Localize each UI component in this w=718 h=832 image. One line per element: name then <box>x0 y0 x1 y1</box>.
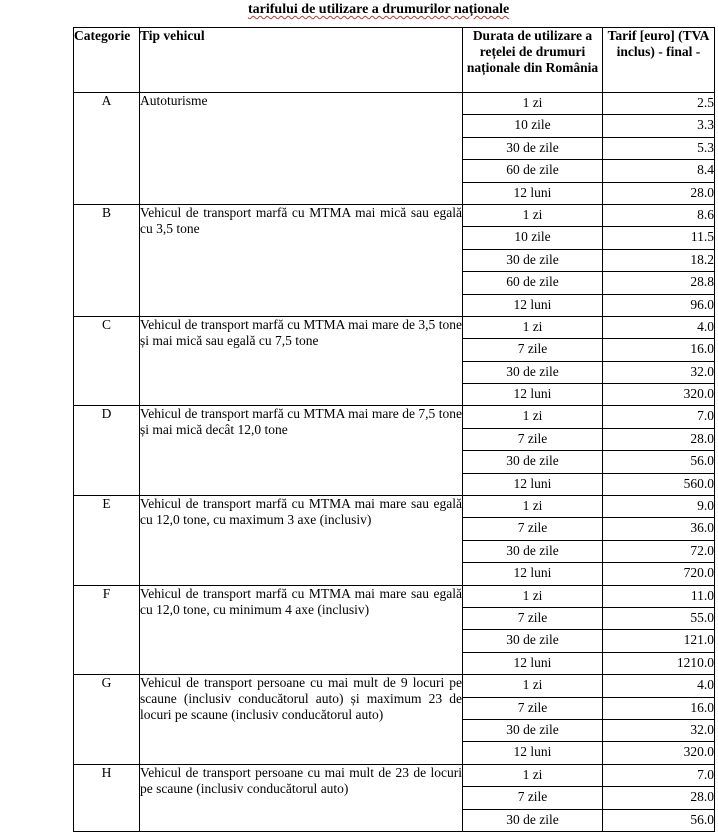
tariff-cell: 55.0 <box>603 607 715 629</box>
tariff-cell: 5.3 <box>603 137 715 159</box>
category-cell: D <box>74 406 140 496</box>
header-category: Categorie <box>74 28 140 93</box>
table-row <box>74 93 715 115</box>
tariff-cell: 16.0 <box>603 339 715 361</box>
tariff-cell: 121.0 <box>603 630 715 652</box>
tariff-cell: 11.0 <box>603 585 715 607</box>
tariff-cell: 56.0 <box>603 451 715 473</box>
duration-cell: 7 zile <box>463 339 603 361</box>
duration-cell: 1 zi <box>463 93 603 115</box>
tariff-cell: 560.0 <box>603 473 715 495</box>
tariff-table <box>73 27 715 832</box>
vehicle-type-cell: Vehicul de transport marfă cu MTMA mai mare de 3,5 tone și mai mică sau egală cu 7,5 tone <box>140 316 463 406</box>
duration-cell: 1 zi <box>463 675 603 697</box>
duration-cell: 12 luni <box>463 652 603 674</box>
tariff-cell: 28.8 <box>603 272 715 294</box>
tariff-cell: 3.3 <box>603 115 715 137</box>
duration-cell: 1 zi <box>463 316 603 338</box>
tariff-cell: 9.0 <box>603 496 715 518</box>
duration-cell: 7 zile <box>463 607 603 629</box>
category-cell: H <box>74 764 140 831</box>
category-cell: F <box>74 585 140 675</box>
duration-cell: 12 luni <box>463 182 603 204</box>
tariff-cell: 28.0 <box>603 428 715 450</box>
tariff-cell: 2.5 <box>603 93 715 115</box>
duration-cell: 10 zile <box>463 115 603 137</box>
table-row <box>74 496 715 518</box>
tariff-cell: 4.0 <box>603 316 715 338</box>
tariff-cell: 28.0 <box>603 182 715 204</box>
duration-cell: 30 de zile <box>463 137 603 159</box>
header-tariff: Tarif [euro] (TVA inclus) - final - <box>603 28 715 93</box>
duration-cell: 30 de zile <box>463 249 603 271</box>
duration-cell: 30 de zile <box>463 361 603 383</box>
tariff-cell: 16.0 <box>603 697 715 719</box>
vehicle-type-cell: Vehicul de transport marfă cu MTMA mai mică sau egală cu 3,5 tone <box>140 204 463 316</box>
duration-cell: 1 zi <box>463 204 603 226</box>
duration-cell: 30 de zile <box>463 809 603 831</box>
tariff-cell: 36.0 <box>603 518 715 540</box>
category-cell: G <box>74 675 140 765</box>
duration-cell: 7 zile <box>463 697 603 719</box>
tariff-cell: 11.5 <box>603 227 715 249</box>
tariff-cell: 56.0 <box>603 809 715 831</box>
duration-cell: 1 zi <box>463 496 603 518</box>
tariff-cell: 72.0 <box>603 540 715 562</box>
tariff-cell: 32.0 <box>603 361 715 383</box>
category-cell: B <box>74 204 140 316</box>
duration-cell: 1 zi <box>463 585 603 607</box>
duration-cell: 12 luni <box>463 294 603 316</box>
vehicle-type-cell: Vehicul de transport persoane cu mai mult de 9 locuri pe scaune (inclusiv conducătorul auto) și maximum 23 de locuri pe scaune (inclusiv conducătorul auto) <box>140 675 463 765</box>
tariff-cell: 320.0 <box>603 384 715 406</box>
tariff-cell: 720.0 <box>603 563 715 585</box>
duration-cell: 1 zi <box>463 764 603 786</box>
table-row <box>74 675 715 697</box>
duration-cell: 7 zile <box>463 787 603 809</box>
vehicle-type-cell: Autoturisme <box>140 93 463 205</box>
tariff-cell: 96.0 <box>603 294 715 316</box>
table-row <box>74 764 715 786</box>
table-body <box>74 93 715 832</box>
vehicle-type-cell: Vehicul de transport persoane cu mai mult de 23 de locuri pe scaune (inclusiv conducătorul auto) <box>140 764 463 831</box>
duration-cell: 12 luni <box>463 742 603 764</box>
vehicle-type-cell: Vehicul de transport marfă cu MTMA mai mare de 7,5 tone și mai mică decât 12,0 tone <box>140 406 463 496</box>
tariff-cell: 8.4 <box>603 160 715 182</box>
category-cell: A <box>74 93 140 205</box>
duration-cell: 30 de zile <box>463 719 603 741</box>
table-row <box>74 204 715 226</box>
duration-cell: 30 de zile <box>463 451 603 473</box>
table-row <box>74 316 715 338</box>
duration-cell: 12 luni <box>463 473 603 495</box>
duration-cell: 10 zile <box>463 227 603 249</box>
tariff-cell: 1210.0 <box>603 652 715 674</box>
duration-cell: 12 luni <box>463 384 603 406</box>
tariff-cell: 7.0 <box>603 764 715 786</box>
duration-cell: 12 luni <box>463 563 603 585</box>
duration-cell: 1 zi <box>463 406 603 428</box>
tariff-cell: 28.0 <box>603 787 715 809</box>
category-cell: E <box>74 496 140 586</box>
vehicle-type-cell: Vehicul de transport marfă cu MTMA mai mare sau egală cu 12,0 tone, cu minimum 4 axe (inclusiv) <box>140 585 463 675</box>
tariff-cell: 8.6 <box>603 204 715 226</box>
duration-cell: 60 de zile <box>463 160 603 182</box>
header-vehicle-type: Tip vehicul <box>140 28 463 93</box>
document-title: tarifului de utilizare a drumurilor naționale <box>248 2 510 17</box>
table-row <box>74 585 715 607</box>
duration-cell: 30 de zile <box>463 540 603 562</box>
tariff-cell: 320.0 <box>603 742 715 764</box>
table-header-row <box>74 28 715 93</box>
duration-cell: 7 zile <box>463 518 603 540</box>
table-row <box>74 406 715 428</box>
tariff-cell: 18.2 <box>603 249 715 271</box>
duration-cell: 30 de zile <box>463 630 603 652</box>
tariff-cell: 4.0 <box>603 675 715 697</box>
category-cell: C <box>74 316 140 406</box>
tariff-cell: 7.0 <box>603 406 715 428</box>
duration-cell: 60 de zile <box>463 272 603 294</box>
tariff-cell: 32.0 <box>603 719 715 741</box>
vehicle-type-cell: Vehicul de transport marfă cu MTMA mai mare sau egală cu 12,0 tone, cu maximum 3 axe (inclusiv) <box>140 496 463 586</box>
duration-cell: 7 zile <box>463 428 603 450</box>
header-duration: Durata de utilizare a rețelei de drumuri naționale din România <box>463 28 603 93</box>
